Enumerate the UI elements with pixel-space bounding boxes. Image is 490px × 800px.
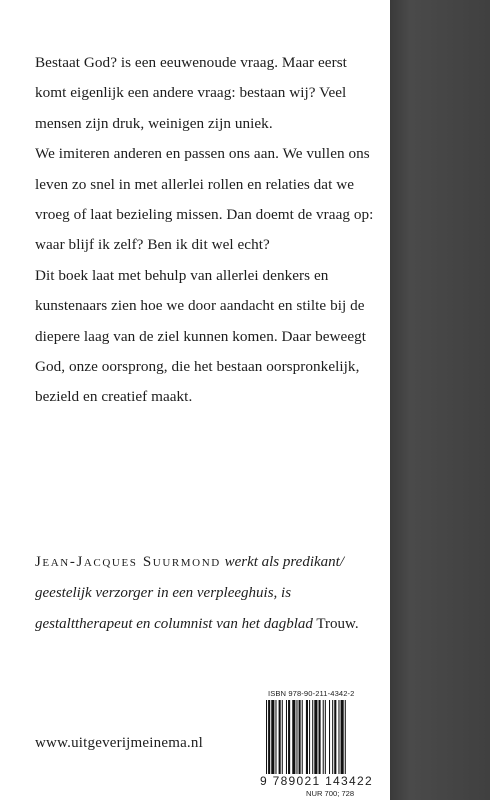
barcode-block [260, 686, 380, 800]
blurb-paragraph: Bestaat God? is een eeuwenoude vraag. Maar eerst komt eigenlijk een andere vraag: bestaan wij? Veel mensen zijn druk, weinigen zijn uniek. [35, 54, 347, 132]
author-bio [35, 547, 385, 640]
nur-label: NUR 700; 728 [306, 789, 355, 798]
dark-side-strip [390, 0, 490, 800]
blurb-text [35, 48, 380, 413]
newspaper-name: Trouw. [316, 616, 359, 632]
isbn-label: ISBN 978-90-211-4342-2 [268, 689, 355, 698]
author-bio-text: werkt als predikant/ geestelijk verzorger in een verpleeghuis, is gestalttherapeut en columnist van het dagblad [35, 554, 344, 632]
blurb-paragraph: We imiteren anderen en passen ons aan. We vullen ons leven zo snel in met allerlei rollen en relaties dat we vroeg of laat bezieling missen. Dan doemt de vraag op: waar blijf ik zelf? Ben ik dit wel echt? [35, 145, 374, 254]
barcode-digits: 9 789021 143422 [260, 774, 380, 788]
author-name: Jean-Jacques Suurmond [35, 554, 221, 570]
blurb-paragraph: Dit boek laat met behulp van allerlei denkers en kunstenaars zien hoe we door aandacht en stilte bij de diepere laag van de ziel kunnen komen. Daar beweegt God, onze oorsprong, die het bestaan oorspronkelijk, bezield en creatief maakt. [35, 266, 367, 406]
publisher-url: www.uitgeverijmeinema.nl [35, 735, 203, 751]
barcode-image [260, 700, 380, 780]
